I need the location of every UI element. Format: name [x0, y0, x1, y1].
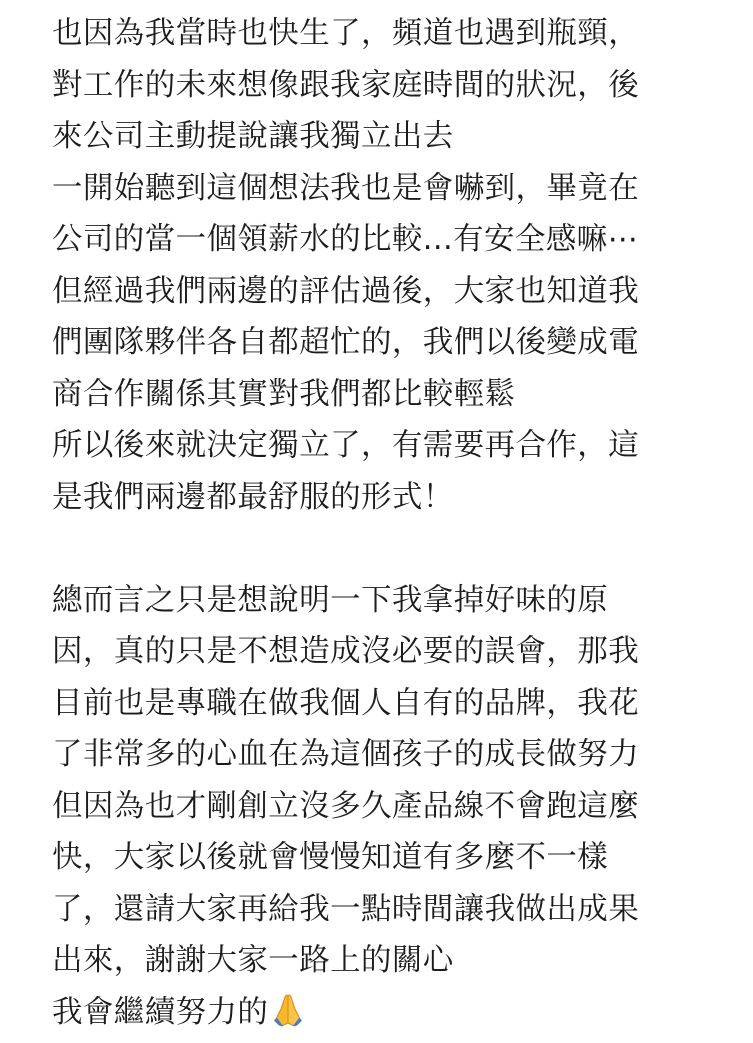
text-line: 們團隊夥伴各自都超忙的，我們以後變成電 [52, 325, 640, 360]
post-text [52, 8, 742, 1038]
paragraph-gap [52, 523, 742, 575]
folded-hands-icon [270, 991, 306, 1027]
text-line: 是我們兩邊都最舒服的形式！ [52, 479, 454, 515]
text-line: 商合作關係其實對我們都比較輕鬆 [52, 376, 516, 412]
text-line: 目前也是專職在做我個人自有的品牌，我花 [52, 685, 640, 721]
closing-line [52, 987, 742, 1039]
text-line: 但因為也才剛創立沒多久產品線不會跑這麼 [52, 788, 640, 824]
text-line: 也因為我當時也快生了，頻道也遇到瓶頸， [52, 16, 640, 51]
text-line: 總而言之只是想說明一下我拿掉好味的原 [52, 582, 609, 618]
text-line: 公司的當一個領薪水的比較...有安全感嘛⋯ [52, 222, 639, 257]
text-line: 了非常多的心血在為這個孩子的成長做努力 [52, 737, 640, 772]
text-line: 一開始聽到這個想法我也是會嚇到，畢竟在 [52, 170, 640, 206]
text-line: 因，真的只是不想造成沒必要的誤會，那我 [52, 634, 640, 669]
text-line: 出來，謝謝大家一路上的關心 [52, 943, 454, 978]
text-line: 來公司主動提說讓我獨立出去 [52, 119, 454, 154]
text-line: 所以後來就決定獨立了，有需要再合作，這 [52, 428, 640, 463]
text-line: 對工作的未來想像跟我家庭時間的狀況，後 [52, 67, 640, 103]
text-line: 了，還請大家再給我一點時間讓我做出成果 [52, 891, 640, 927]
text-line: 但經過我們兩邊的評估過後，大家也知道我 [52, 273, 640, 309]
text-line: 快，大家以後就會慢慢知道有多麼不一樣 [52, 840, 609, 875]
closing-text: 我會繼續努力的 [52, 994, 269, 1030]
